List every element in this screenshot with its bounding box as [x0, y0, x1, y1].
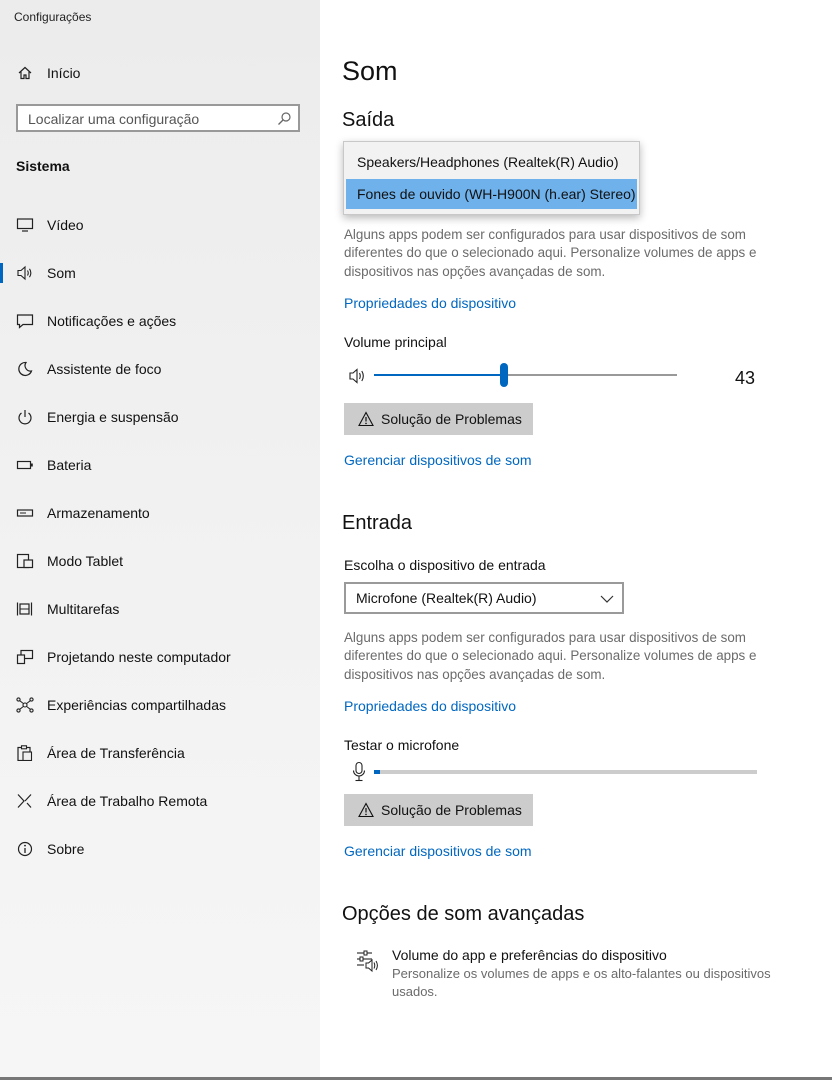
sidebar-item-label: Bateria — [47, 457, 92, 473]
sidebar-item-armazenamento[interactable] — [0, 493, 320, 533]
output-device-dropdown[interactable] — [343, 141, 640, 215]
volume-slider[interactable] — [374, 374, 677, 376]
search-input[interactable] — [26, 110, 270, 128]
sidebar-item-label: Experiências compartilhadas — [47, 697, 226, 713]
notification-icon — [16, 312, 34, 330]
sidebar-item-notificacoes[interactable] — [0, 301, 320, 341]
sidebar-item-label: Notificações e ações — [47, 313, 177, 329]
sidebar-item-label: Projetando neste computador — [47, 649, 231, 665]
battery-icon — [16, 456, 34, 474]
sidebar-item-label: Área de Trabalho Remota — [47, 793, 208, 809]
sidebar-item-label: Vídeo — [47, 217, 84, 233]
search-icon[interactable] — [276, 111, 292, 127]
output-device-properties-link[interactable]: Propriedades do dispositivo — [344, 295, 516, 311]
nav-home-label: Início — [47, 65, 81, 81]
sidebar-item-som[interactable] — [0, 253, 320, 293]
input-description: Alguns apps podem ser configurados para usar dispositivos de som diferentes do que o selecionado aqui. Personalize volumes de apps e dispositivos nas opções avançadas de som. — [344, 630, 757, 682]
input-troubleshoot-label: Solução de Problemas — [381, 802, 522, 818]
remote-icon — [16, 792, 34, 810]
volume-value: 43 — [735, 368, 756, 388]
sidebar-item-label: Modo Tablet — [47, 553, 124, 569]
input-device-properties-link[interactable]: Propriedades do dispositivo — [344, 698, 516, 714]
window-title: Configurações — [14, 10, 92, 24]
output-manage-link[interactable]: Gerenciar dispositivos de som — [344, 452, 532, 468]
sliders-speaker-icon[interactable] — [356, 949, 382, 975]
microphone-icon — [351, 761, 367, 783]
multitask-icon — [16, 600, 34, 618]
moon-icon — [16, 360, 34, 378]
volume-slider-thumb[interactable] — [500, 363, 508, 387]
dropdown-option-selected[interactable]: Fones de ouvido (WH-H900N (h.ear) Stereo) — [346, 179, 637, 209]
info-icon — [16, 840, 34, 858]
mic-level-bar — [374, 770, 757, 774]
volume-label: Volume principal — [344, 334, 447, 350]
advanced-item-desc: Personalize os volumes de apps e os alto-falantes ou dispositivos usados. — [392, 966, 771, 1000]
mic-level-fill — [374, 770, 380, 774]
sidebar-item-label: Multitarefas — [47, 601, 120, 617]
power-icon — [16, 408, 34, 426]
sidebar-item-sobre[interactable] — [0, 829, 320, 869]
advanced-item-title[interactable]: Volume do app e preferências do dispositivo — [392, 947, 667, 963]
home-icon — [16, 64, 34, 82]
mic-test-label: Testar o microfone — [344, 737, 460, 753]
volume-speaker-icon[interactable] — [348, 367, 368, 385]
storage-icon — [16, 504, 34, 522]
sidebar-item-label: Assistente de foco — [47, 361, 162, 377]
section-title: Sistema — [16, 158, 70, 174]
project-icon — [16, 648, 34, 666]
sidebar-item-video[interactable] — [0, 205, 320, 245]
chevron-down-icon — [600, 592, 614, 606]
advanced-heading: Opções de som avançadas — [342, 903, 585, 925]
tablet-icon — [16, 552, 34, 570]
input-device-select[interactable] — [344, 582, 624, 614]
sidebar-item-energia[interactable] — [0, 397, 320, 437]
sidebar-item-label: Armazenamento — [47, 505, 150, 521]
sidebar-item-multitarefas[interactable] — [0, 589, 320, 629]
sidebar-item-experiencias[interactable] — [0, 685, 320, 725]
input-choose-label: Escolha o dispositivo de entrada — [344, 557, 546, 573]
output-troubleshoot-label: Solução de Problemas — [381, 411, 522, 427]
input-heading: Entrada — [342, 512, 413, 534]
sidebar-item-remota[interactable] — [0, 781, 320, 821]
sidebar-item-foco[interactable] — [0, 349, 320, 389]
share-icon — [16, 696, 34, 714]
output-heading: Saída — [342, 109, 395, 131]
input-device-value: Microfone (Realtek(R) Audio) — [356, 590, 537, 606]
nav-home[interactable] — [0, 53, 320, 93]
search-box[interactable] — [16, 104, 300, 132]
monitor-icon — [16, 216, 34, 234]
volume-slider-fill — [374, 374, 504, 376]
sidebar-item-label: Área de Transferência — [47, 745, 185, 761]
input-manage-link[interactable]: Gerenciar dispositivos de som — [344, 843, 532, 859]
clipboard-icon — [16, 744, 34, 762]
output-troubleshoot-button[interactable] — [344, 403, 533, 435]
sidebar-item-transferencia[interactable] — [0, 733, 320, 773]
output-description: Alguns apps podem ser configurados para usar dispositivos de som diferentes do que o selecionado aqui. Personalize volumes de apps e dispositivos nas opções avançadas de som. — [344, 227, 757, 279]
sidebar-item-label: Sobre — [47, 841, 85, 857]
sidebar-item-tablet[interactable] — [0, 541, 320, 581]
input-troubleshoot-button[interactable] — [344, 794, 533, 826]
warning-icon — [358, 802, 374, 818]
speaker-icon — [16, 264, 34, 282]
sidebar — [0, 0, 320, 1080]
sidebar-item-projetando[interactable] — [0, 637, 320, 677]
sidebar-item-bateria[interactable] — [0, 445, 320, 485]
active-indicator — [0, 263, 3, 283]
page-title: Som — [342, 56, 398, 86]
dropdown-option[interactable]: Speakers/Headphones (Realtek(R) Audio) — [357, 154, 619, 170]
warning-icon — [358, 411, 374, 427]
sidebar-item-label: Som — [47, 265, 76, 281]
sidebar-item-label: Energia e suspensão — [47, 409, 179, 425]
